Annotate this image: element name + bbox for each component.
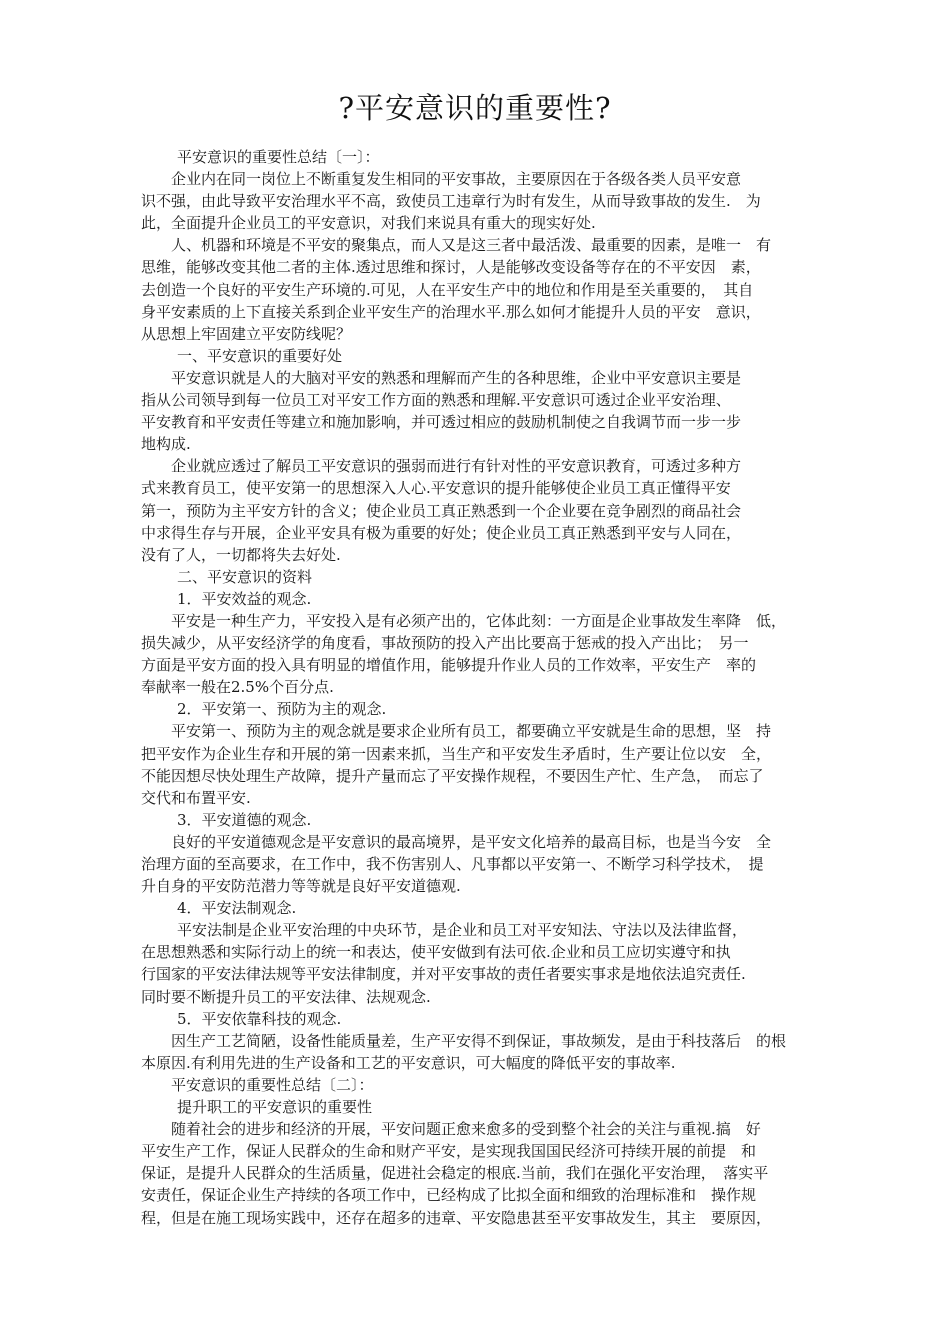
text-line: 平安意识就是人的大脑对平安的熟悉和理解而产生的各种思维，企业中平安意识主要是 bbox=[171, 368, 742, 387]
text-line: 平安是一种生产力，平安投入是有必须产出的，它体此刻：一方面是企业事故发生率降 低， bbox=[171, 611, 787, 630]
text-line: 奉献率一般在2.5%个百分点. bbox=[141, 678, 334, 697]
text-line: 本原因.有利用先进的生产设备和工艺的平安意识，可大幅度的降低平安的事故率. bbox=[141, 1053, 676, 1072]
text-line: 1．平安效益的观念. bbox=[177, 589, 312, 608]
text-line: 随着社会的进步和经济的开展，平安问题正愈来愈多的受到整个社会的关注与重视.搞 好 bbox=[171, 1120, 761, 1139]
text-line: 2．平安第一、预防为主的观念. bbox=[177, 700, 387, 719]
text-line: 企业就应透过了解员工平安意识的强弱而进行有针对性的平安意识教育，可透过多种方 bbox=[171, 457, 742, 476]
text-line: 中求得生存与开展，企业平安具有极为重要的好处；使企业员工真正熟悉到平安与人同在， bbox=[141, 523, 742, 542]
text-line: 同时要不断提升员工的平安法律、法规观念. bbox=[141, 987, 431, 1006]
text-line: 损失减少，从平安经济学的角度看，事故预防的投入产出比要高于惩戒的投入产出比； 另一 bbox=[141, 634, 749, 653]
text-line: 平安生产工作，保证人民群众的生命和财产平安，是实现我国国民经济可持续开展的前提 和 bbox=[141, 1142, 757, 1161]
text-line: 平安意识的重要性总结〔一〕： bbox=[177, 148, 380, 166]
text-line: 行国家的平安法律法规等平安法律制度，并对平安事故的责任者要实事求是地依法追究责任. bbox=[141, 965, 746, 984]
text-line: 把平安作为企业生存和开展的第一因素来抓，当生产和平安发生矛盾时，生产要让位以安 全， bbox=[141, 744, 772, 763]
text-line: 一、平安意识的重要好处 bbox=[177, 346, 343, 365]
text-line: 从思想上牢固建立平安防线呢？ bbox=[141, 324, 352, 343]
text-line: 良好的平安道德观念是平安意识的最高境界，是平安文化培养的最高目标，也是当今安 全 bbox=[171, 832, 772, 851]
text-line: 升自身的平安防范潜力等等就是良好平安道德观. bbox=[141, 877, 461, 896]
text-line: 方面是平安方面的投入具有明显的增值作用，能够提升作业人员的工作效率，平安生产 率的 bbox=[141, 656, 757, 675]
text-line: 4．平安法制观念. bbox=[177, 899, 297, 918]
text-line: 5．平安依靠科技的观念. bbox=[177, 1009, 342, 1028]
document-title: ?平安意识的重要性? bbox=[338, 91, 612, 125]
text-line: 平安第一、预防为主的观念就是要求企业所有员工，都要确立平安就是生命的思想，坚 持 bbox=[171, 722, 772, 741]
text-line: 平安意识的重要性总结〔二〕： bbox=[171, 1075, 374, 1094]
text-line: 交代和布置平安. bbox=[141, 788, 251, 807]
text-line: 式来教育员工，使平安第一的思想深入人心.平安意识的提升能够使企业员工真正懂得平安 bbox=[141, 479, 731, 498]
text-line: 识不强，由此导致平安治理水平不高，致使员工违章行为时有发生，从而导致事故的发生. 为 bbox=[141, 192, 761, 211]
text-line: 企业内在同一岗位上不断重复发生相同的平安事故，主要原因在于各级各类人员平安意 bbox=[171, 170, 742, 189]
text-line: 不能因想尽快处理生产故障，提升产量而忘了平安操作规程，不要因生产忙、生产急， 而忘了 bbox=[141, 766, 764, 785]
text-line: 人、机器和环境是不平安的聚集点，而人又是这三者中最活泼、最重要的因素，是唯一 有 bbox=[171, 236, 772, 255]
text-line: 程，但是在施工现场实践中，还存在超多的违章、平安隐患甚至平安事故发生，其主 要原因， bbox=[141, 1208, 772, 1227]
text-line: 思维，能够改变其他二者的主体.透过思维和探讨，人是能够改变设备等存在的不平安因 素， bbox=[141, 258, 761, 277]
text-line: 地构成. bbox=[141, 435, 191, 454]
text-line: 在思想熟悉和实际行动上的统一和表达，使平安做到有法可依.企业和员工应切实遵守和执 bbox=[141, 943, 731, 962]
text-line: 去创造一个良好的平安生产环境的.可见，人在平安生产中的地位和作用是至关重要的， 其自 bbox=[141, 280, 754, 299]
text-line: 3．平安道德的观念. bbox=[177, 810, 312, 829]
text-line: 没有了人，一切都将失去好处. bbox=[141, 545, 341, 564]
text-line: 安责任，保证企业生产持续的各项工作中，已经构成了比拟全面和细致的治理标准和 操作规 bbox=[141, 1186, 757, 1205]
text-line: 第一，预防为主平安方针的含义；使企业员工真正熟悉到一个企业要在竞争剧烈的商品社会 bbox=[141, 501, 742, 520]
text-line: 提升职工的平安意识的重要性 bbox=[177, 1098, 373, 1117]
text-line: 治理方面的至高要求，在工作中，我不伤害别人、凡事都以平安第一、不断学习科学技术， 提 bbox=[141, 855, 764, 873]
text-line: 指从公司领导到每一位员工对平安工作方面的熟悉和理解.平安意识可透过企业平安治理、 bbox=[141, 391, 731, 410]
text-line: 二、平安意识的资料 bbox=[177, 567, 313, 586]
text-line: 身平安素质的上下直接关系到企业平安生产的治理水平.那么如何才能提升人员的平安 意识， bbox=[141, 302, 761, 321]
text-line: 因生产工艺简陋，设备性能质量差，生产平安得不到保证，事故频发，是由于科技落后 的根 bbox=[171, 1031, 787, 1050]
text-line: 此，全面提升企业员工的平安意识，对我们来说具有重大的现实好处. bbox=[141, 214, 596, 233]
text-line: 平安法制是企业平安治理的中央环节，是企业和员工对平安知法、守法以及法律监督， bbox=[177, 921, 748, 940]
text-line: 平安教育和平安责任等建立和施加影响，并可透过相应的鼓励机制使之自我调节而一步一步 bbox=[141, 413, 742, 432]
document-body bbox=[141, 146, 831, 1229]
text-line: 保证，是提升人民群众的生活质量，促进社会稳定的根底.当前，我们在强化平安治理， 落实平 bbox=[141, 1164, 769, 1183]
